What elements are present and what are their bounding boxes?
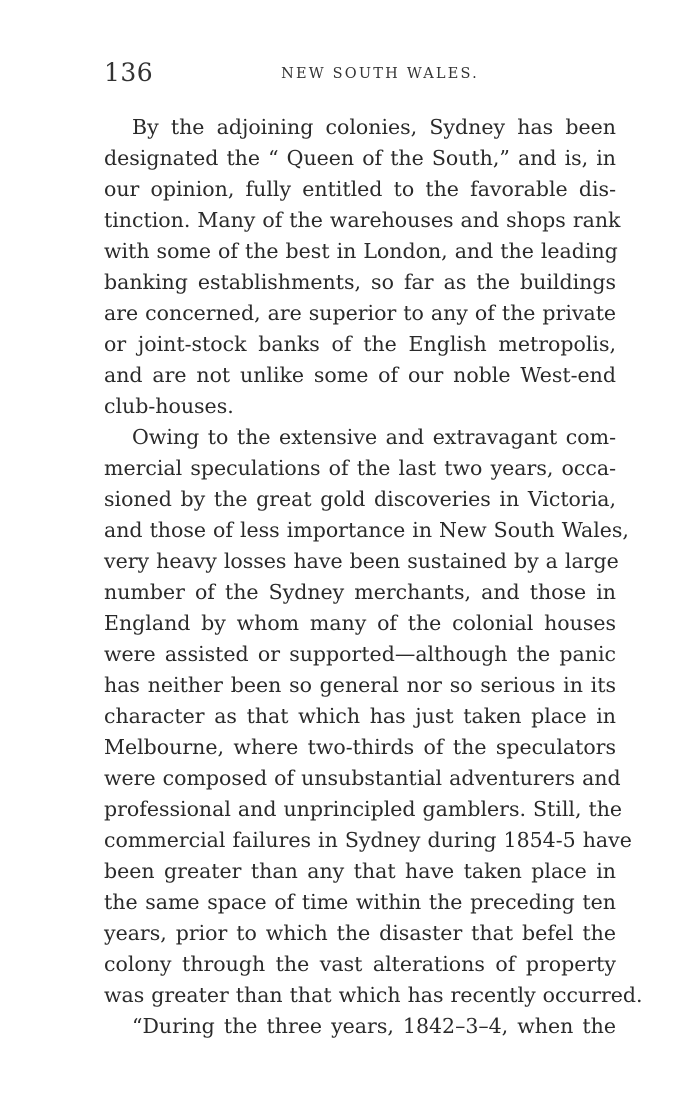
text-line: club-houses. [104,394,234,418]
text-line: was greater than that which has recently occurred. [104,983,643,1007]
text-line: and those of less importance in New South Wales, [104,518,629,542]
running-head [104,58,616,94]
text-line: number of the Sydney merchants, and those in [104,580,616,604]
text-line: tinction. Many of the warehouses and shops rank [104,208,621,232]
text-line: our opinion, fully entitled to the favorable dis- [104,177,616,201]
text-line: commercial failures in Sydney during 1854-5 have [104,828,632,852]
text-line: Melbourne, where two-thirds of the speculators [104,735,616,759]
text-line: character as that which has just taken place in [104,704,616,728]
text-line: sioned by the great gold discoveries in Victoria, [104,487,616,511]
text-line: “During the three years, 1842–3–4, when the [132,1014,616,1038]
text-line: banking establishments, so far as the buildings [104,270,616,294]
text-line: Owing to the extensive and extravagant com- [132,425,616,449]
text-line: very heavy losses have been sustained by a large [104,549,619,573]
text-line: designated the “ Queen of the South,” and is, in [104,146,616,170]
text-line: colony through the vast alterations of property [104,952,616,976]
text-line: been greater than any that have taken place in [104,859,616,883]
book-page [104,58,643,1042]
text-line: years, prior to which the disaster that befel the [104,921,616,945]
text-line: were composed of unsubstantial adventurers and [104,766,621,790]
text-line: with some of the best in London, and the leading [104,239,618,263]
text-line: or joint-stock banks of the English metropolis, [104,332,616,356]
text-line: By the adjoining colonies, Sydney has been [132,115,616,139]
body-text [104,112,643,1042]
text-line: professional and unprincipled gamblers. Still, the [104,797,623,821]
text-line: are concerned, are superior to any of the private [104,301,617,325]
text-line: and are not unlike some of our noble West-end [104,363,616,387]
page-number: 136 [104,58,154,87]
text-line: were assisted or supported—although the panic [104,642,616,666]
text-line: the same space of time within the preceding ten [104,890,616,914]
running-title: NEW SOUTH WALES. [281,66,479,82]
text-line: England by whom many of the colonial houses [104,611,616,635]
text-line: has neither been so general nor so serious in its [104,673,616,697]
text-line: mercial speculations of the last two years, occa- [104,456,616,480]
